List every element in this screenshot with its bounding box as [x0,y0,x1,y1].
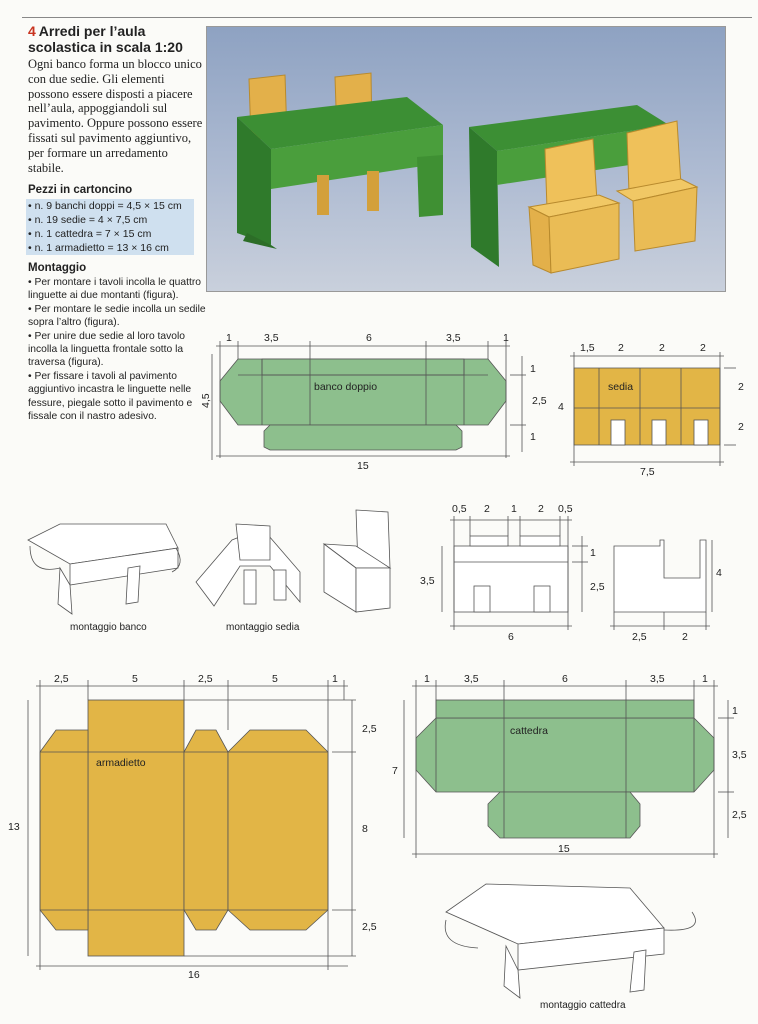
armadietto-net [28,680,356,970]
chair-front-dim-top-1: 0,5 [452,503,467,515]
sedia-dim-right-2: 2 [738,421,744,433]
sedia-dim-top-3: 2 [659,342,665,354]
chair-front-dim-top-2: 2 [484,503,490,515]
cattedra-label: cattedra [510,725,548,737]
article-number: 4 [28,23,36,39]
cattedra-assembly-drawing [445,884,695,998]
chair-front-dim-top-3: 1 [511,503,517,515]
banco-dim-top-5: 1 [503,332,509,344]
sedia-dim-top-2: 2 [618,342,624,354]
assembly-step: • Per unire due sedie al loro tavolo incolla la linguetta frontale sotto la traversa (figura). [28,330,186,369]
banco-dim-right-2: 2,5 [532,395,547,407]
piece-item: • n. 1 cattedra = 7 × 15 cm [28,228,152,240]
chair-side-dim-bottom-2: 2 [682,631,688,643]
article-intro: Ogni banco forma un blocco unico con due sedie. Gli elementi possono essere disposti a piacere nell’aula, appoggiandoli sul pavimento. Oppure possono essere fissati sul pavimento aggiuntivo, per formare un arredamento stabile. [28,57,203,175]
piece-item: • n. 1 armadietto = 13 × 16 cm [28,242,169,254]
cattedra-dim-left: 7 [392,765,398,777]
armadietto-dim-top-2: 5 [132,673,138,685]
article-title-text: Arredi per l’aula scolastica in scala 1:20 [28,23,183,55]
sedia-label: sedia [608,381,634,393]
cattedra-dim-top-1: 1 [424,673,430,685]
caption-montaggio-sedia: montaggio sedia [226,622,300,633]
chair-front-dim-left: 3,5 [420,575,435,587]
banco-dim-right-3: 1 [530,431,536,443]
banco-label: banco doppio [314,381,378,393]
banco-assembly-drawing [28,524,180,614]
assembly-step: • Per montare i tavoli incolla le quattro linguette ai due montanti (figura). [28,277,202,302]
assembly-heading: Montaggio [28,262,87,274]
armadietto-dim-right-3: 2,5 [362,921,377,933]
armadietto-dim-right-1: 2,5 [362,723,377,735]
armadietto-dim-bottom: 16 [188,969,200,981]
chair-front-view [442,516,588,630]
banco-dim-top-4: 3,5 [446,332,461,344]
pieces-heading: Pezzi in cartoncino [28,184,133,196]
sedia-assembly-drawing [196,510,390,612]
banco-dim-top-1: 1 [226,332,232,344]
cattedra-dim-top-4: 3,5 [650,673,665,685]
armadietto-dim-right-2: 8 [362,823,368,835]
chair-front-dim-top-5: 0,5 [558,503,573,515]
piece-item: • n. 19 sedie = 4 × 7,5 cm [28,214,148,226]
piece-item: • n. 9 banchi doppi = 4,5 × 15 cm [28,200,182,212]
chair-front-dim-bottom: 6 [508,631,514,643]
sedia-dim-top-4: 2 [700,342,706,354]
banco-dim-right-1: 1 [530,363,536,375]
chair-front-dim-top-4: 2 [538,503,544,515]
caption-montaggio-banco: montaggio banco [70,622,147,633]
armadietto-dim-top-1: 2,5 [54,673,69,685]
cattedra-dim-right-3: 2,5 [732,809,747,821]
chair-front-dim-right-2: 2,5 [590,581,605,593]
sedia-dim-top-1: 1,5 [580,342,595,354]
sedia-net [570,352,736,466]
cattedra-dim-bottom: 15 [558,843,570,855]
cattedra-dim-right-1: 1 [732,705,738,717]
sedia-dim-right-1: 2 [738,381,744,393]
cattedra-dim-top-2: 3,5 [464,673,479,685]
armadietto-dim-left: 13 [8,821,20,833]
armadietto-label: armadietto [96,757,146,769]
cattedra-dim-top-3: 6 [562,673,568,685]
banco-dim-top-3: 6 [366,332,372,344]
armadietto-dim-top-4: 5 [272,673,278,685]
banco-dim-bottom: 15 [357,460,369,472]
sedia-dim-bottom: 7,5 [640,466,655,478]
sedia-dim-left: 4 [558,401,564,413]
chair-side-view [610,540,712,630]
banco-dim-top-2: 3,5 [264,332,279,344]
cattedra-dim-top-5: 1 [702,673,708,685]
cattedra-dim-right-2: 3,5 [732,749,747,761]
assembly-step: • Per fissare i tavoli al pavimento aggiuntivo incastra le linguette nelle fessure, piegale sotto il pavimento e fissale con il nastro adesivo. [28,370,193,423]
banco-dim-left: 4,5 [200,393,212,408]
cattedra-net [404,680,734,858]
chair-front-dim-right-1: 1 [590,547,596,559]
chair-side-dim-bottom-1: 2,5 [632,631,647,643]
banco-net [212,341,526,460]
armadietto-dim-top-5: 1 [332,673,338,685]
armadietto-dim-top-3: 2,5 [198,673,213,685]
assembly-step: • Per montare le sedie incolla un sedile sopra l’altro (figura). [28,303,206,329]
chair-side-dim-right: 4 [716,567,722,579]
caption-montaggio-cattedra: montaggio cattedra [540,1000,626,1011]
